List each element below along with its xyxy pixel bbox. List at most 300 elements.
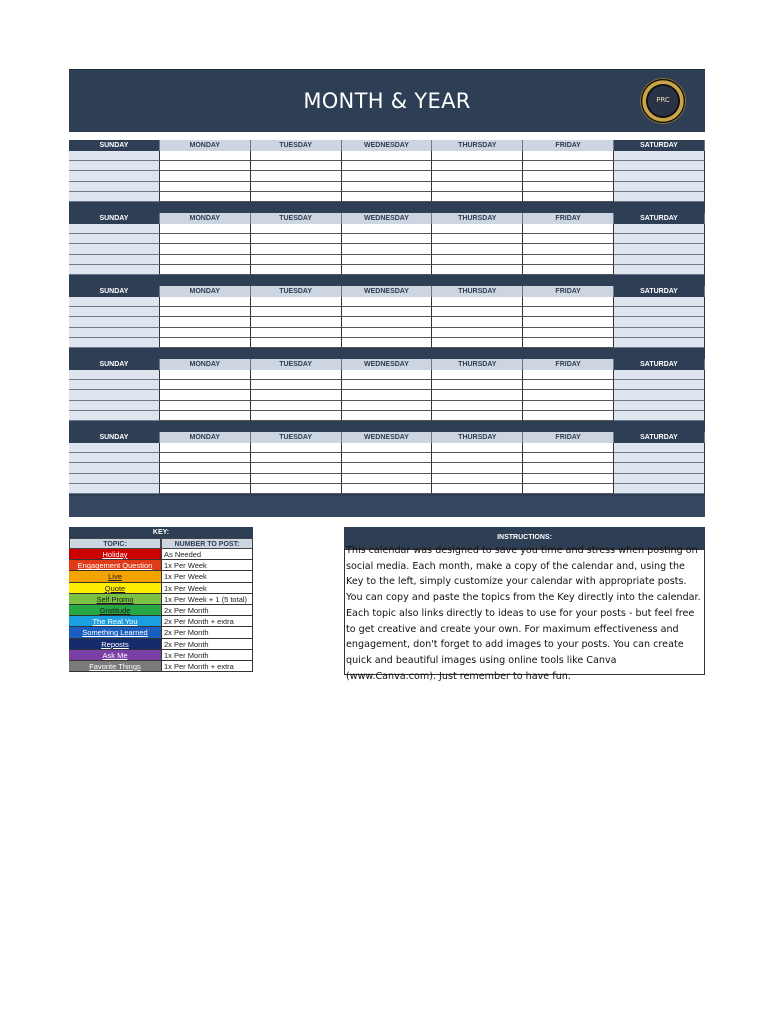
day-header-monday: MONDAY (160, 286, 251, 297)
calendar-cell[interactable] (614, 297, 705, 307)
calendar-cell[interactable] (160, 224, 251, 234)
calendar-cell[interactable] (69, 453, 160, 463)
calendar-cell[interactable] (69, 171, 160, 181)
calendar-cell[interactable] (69, 307, 160, 317)
calendar-cell[interactable] (69, 474, 160, 484)
day-header-thursday: THURSDAY (432, 286, 523, 297)
calendar-cell[interactable] (69, 401, 160, 411)
key-topic-link[interactable]: Ask Me (69, 650, 161, 661)
calendar-cell[interactable] (432, 255, 523, 265)
calendar-cell[interactable] (69, 265, 160, 275)
calendar-cell[interactable] (342, 328, 433, 338)
page-title: MONTH & YEAR (303, 89, 471, 113)
calendar-cell[interactable] (432, 182, 523, 192)
calendar-week (69, 432, 705, 505)
calendar-cell[interactable] (251, 463, 342, 473)
calendar-cell[interactable] (432, 234, 523, 244)
calendar-cell[interactable] (251, 234, 342, 244)
slot-row (69, 151, 705, 161)
calendar-cell[interactable] (523, 474, 614, 484)
calendar-cell[interactable] (251, 244, 342, 254)
calendar-weeks (69, 140, 705, 505)
day-header-friday: FRIDAY (523, 359, 614, 370)
calendar-cell[interactable] (342, 370, 433, 380)
calendar-cell[interactable] (614, 474, 705, 484)
calendar-cell[interactable] (342, 297, 433, 307)
calendar-cell[interactable] (432, 297, 523, 307)
day-header-wednesday: WEDNESDAY (342, 286, 433, 297)
calendar-cell[interactable] (160, 463, 251, 473)
slot-row (69, 411, 705, 421)
calendar-cell[interactable] (160, 443, 251, 453)
calendar-cell[interactable] (251, 161, 342, 171)
calendar-cell[interactable] (523, 401, 614, 411)
calendar-cell[interactable] (251, 484, 342, 494)
calendar-cell[interactable] (251, 307, 342, 317)
calendar-cell[interactable] (614, 370, 705, 380)
calendar-cell[interactable] (432, 307, 523, 317)
key-topic-link[interactable]: Gratitude (69, 605, 161, 616)
calendar-cell[interactable] (69, 182, 160, 192)
calendar-cell[interactable] (160, 370, 251, 380)
slot-row (69, 244, 705, 254)
key-topic-link[interactable]: Self Promo (69, 594, 161, 605)
day-header-row (69, 432, 705, 443)
calendar-cell[interactable] (251, 192, 342, 202)
slot-row (69, 192, 705, 202)
calendar-cell[interactable] (614, 380, 705, 390)
slot-row (69, 390, 705, 400)
calendar-cell[interactable] (251, 224, 342, 234)
calendar-cell[interactable] (69, 255, 160, 265)
calendar-cell[interactable] (69, 443, 160, 453)
calendar-cell[interactable] (523, 317, 614, 327)
day-header-row (69, 213, 705, 224)
key-topic-link[interactable]: Live (69, 571, 161, 582)
slot-row (69, 255, 705, 265)
calendar-cell[interactable] (614, 161, 705, 171)
calendar-cell[interactable] (69, 151, 160, 161)
slot-row (69, 182, 705, 192)
calendar-cell[interactable] (69, 411, 160, 421)
day-header-saturday: SATURDAY (614, 213, 705, 224)
calendar-cell[interactable] (523, 171, 614, 181)
calendar-cell[interactable] (614, 255, 705, 265)
calendar-cell[interactable] (251, 317, 342, 327)
day-header-wednesday: WEDNESDAY (342, 432, 433, 443)
calendar-cell[interactable] (614, 411, 705, 421)
key-count: 2x Per Month + extra (161, 616, 253, 627)
calendar-cell[interactable] (342, 484, 433, 494)
key-topic-link[interactable]: Favorite Things (69, 661, 161, 672)
day-header-monday: MONDAY (160, 213, 251, 224)
day-header-thursday: THURSDAY (432, 140, 523, 151)
calendar-cell[interactable] (69, 297, 160, 307)
day-header-saturday: SATURDAY (614, 359, 705, 370)
key-topic-link[interactable]: Engagement Question (69, 560, 161, 571)
slot-row (69, 401, 705, 411)
calendar-cell[interactable] (251, 151, 342, 161)
calendar-cell[interactable] (342, 474, 433, 484)
slot-row (69, 171, 705, 181)
calendar-cell[interactable] (69, 317, 160, 327)
calendar-cell[interactable] (614, 463, 705, 473)
calendar-cell[interactable] (160, 297, 251, 307)
day-header-row (69, 140, 705, 151)
calendar-cell[interactable] (614, 328, 705, 338)
calendar-cell[interactable] (69, 370, 160, 380)
calendar-sheet (69, 69, 705, 682)
calendar-cell[interactable] (614, 234, 705, 244)
day-header-saturday: SATURDAY (614, 140, 705, 151)
slot-row (69, 380, 705, 390)
calendar-cell[interactable] (432, 161, 523, 171)
calendar-cell[interactable] (342, 224, 433, 234)
key-row (69, 650, 253, 661)
day-header-tuesday: TUESDAY (251, 286, 342, 297)
day-header-wednesday: WEDNESDAY (342, 359, 433, 370)
day-header-sunday: SUNDAY (69, 359, 160, 370)
day-header-friday: FRIDAY (523, 140, 614, 151)
day-header-tuesday: TUESDAY (251, 140, 342, 151)
key-count: 1x Per Month + extra (161, 661, 253, 672)
calendar-cell[interactable] (614, 244, 705, 254)
day-header-monday: MONDAY (160, 140, 251, 151)
calendar-cell[interactable] (251, 328, 342, 338)
calendar-cell[interactable] (251, 401, 342, 411)
day-header-wednesday: WEDNESDAY (342, 140, 433, 151)
calendar-cell[interactable] (342, 244, 433, 254)
calendar-week (69, 359, 705, 432)
calendar-cell[interactable] (160, 161, 251, 171)
day-header-thursday: THURSDAY (432, 359, 523, 370)
slot-row (69, 234, 705, 244)
calendar-cell[interactable] (251, 380, 342, 390)
calendar-cell[interactable] (432, 453, 523, 463)
calendar-cell[interactable] (342, 234, 433, 244)
slot-row (69, 224, 705, 234)
day-header-friday: FRIDAY (523, 432, 614, 443)
calendar-header (69, 69, 705, 132)
calendar-cell[interactable] (160, 192, 251, 202)
calendar-cell[interactable] (160, 401, 251, 411)
instructions-panel (344, 527, 705, 682)
calendar-cell[interactable] (342, 265, 433, 275)
calendar-cell[interactable] (251, 411, 342, 421)
slot-row (69, 474, 705, 484)
calendar-cell[interactable] (69, 380, 160, 390)
calendar-cell[interactable] (523, 255, 614, 265)
calendar-cell[interactable] (432, 380, 523, 390)
key-count: As Needed (161, 549, 253, 560)
calendar-cell[interactable] (432, 192, 523, 202)
calendar-cell[interactable] (69, 484, 160, 494)
calendar-cell[interactable] (523, 463, 614, 473)
slot-row (69, 265, 705, 275)
key-count: 1x Per Week (161, 560, 253, 571)
calendar-cell[interactable] (523, 244, 614, 254)
slot-row (69, 328, 705, 338)
calendar-cell[interactable] (523, 338, 614, 348)
calendar-cell[interactable] (614, 443, 705, 453)
calendar-cell[interactable] (432, 484, 523, 494)
key-row (69, 661, 253, 672)
calendar-cell[interactable] (160, 265, 251, 275)
key-count: 2x Per Month (161, 639, 253, 650)
key-rows (69, 549, 253, 672)
week-separator (69, 202, 705, 213)
key-row (69, 583, 253, 594)
calendar-cell[interactable] (160, 338, 251, 348)
instructions-box[interactable] (344, 545, 705, 682)
day-header-saturday: SATURDAY (614, 286, 705, 297)
calendar-cell[interactable] (342, 161, 433, 171)
calendar-cell[interactable] (160, 390, 251, 400)
calendar-cell[interactable] (160, 255, 251, 265)
calendar-cell[interactable] (523, 297, 614, 307)
calendar-cell[interactable] (251, 453, 342, 463)
calendar-cell[interactable] (342, 307, 433, 317)
day-header-tuesday: TUESDAY (251, 213, 342, 224)
calendar-cell[interactable] (523, 234, 614, 244)
calendar-cell[interactable] (432, 151, 523, 161)
logo-seal-icon (641, 79, 685, 123)
key-count: 2x Per Month (161, 605, 253, 616)
key-topic-link[interactable]: Holiday (69, 549, 161, 560)
calendar-cell[interactable] (523, 307, 614, 317)
day-header-monday: MONDAY (160, 359, 251, 370)
calendar-cell[interactable] (523, 161, 614, 171)
week-separator (69, 275, 705, 286)
calendar-cell[interactable] (432, 474, 523, 484)
slot-row (69, 443, 705, 453)
calendar-cell[interactable] (523, 265, 614, 275)
calendar-cell[interactable] (614, 171, 705, 181)
calendar-cell[interactable] (523, 151, 614, 161)
calendar-cell[interactable] (523, 380, 614, 390)
calendar-cell[interactable] (160, 484, 251, 494)
calendar-cell[interactable] (251, 443, 342, 453)
calendar-cell[interactable] (342, 411, 433, 421)
calendar-cell[interactable] (432, 244, 523, 254)
day-header-saturday: SATURDAY (614, 432, 705, 443)
calendar-cell[interactable] (160, 380, 251, 390)
key-count: 1x Per Week (161, 571, 253, 582)
calendar-cell[interactable] (160, 182, 251, 192)
calendar-cell[interactable] (432, 224, 523, 234)
calendar-cell[interactable] (432, 171, 523, 181)
calendar-cell[interactable] (160, 234, 251, 244)
day-header-sunday: SUNDAY (69, 432, 160, 443)
calendar-cell[interactable] (251, 171, 342, 181)
calendar-cell[interactable] (69, 390, 160, 400)
key-column-headers (69, 538, 253, 549)
calendar-week (69, 140, 705, 213)
calendar-cell[interactable] (342, 401, 433, 411)
calendar-cell[interactable] (342, 317, 433, 327)
calendar-cell[interactable] (523, 453, 614, 463)
calendar-cell[interactable] (160, 411, 251, 421)
calendar-cell[interactable] (614, 453, 705, 463)
key-count: 1x Per Month (161, 650, 253, 661)
day-header-friday: FRIDAY (523, 286, 614, 297)
calendar-cell[interactable] (160, 317, 251, 327)
calendar-cell[interactable] (342, 255, 433, 265)
calendar-cell[interactable] (69, 234, 160, 244)
day-header-thursday: THURSDAY (432, 432, 523, 443)
calendar-cell[interactable] (523, 182, 614, 192)
calendar-cell[interactable] (160, 307, 251, 317)
calendar-cell[interactable] (432, 411, 523, 421)
calendar-cell[interactable] (342, 192, 433, 202)
instructions-title: INSTRUCTIONS: (344, 527, 705, 549)
calendar-cell[interactable] (432, 338, 523, 348)
key-row (69, 549, 253, 560)
calendar-cell[interactable] (614, 151, 705, 161)
calendar-cell[interactable] (69, 328, 160, 338)
slot-row (69, 307, 705, 317)
calendar-cell[interactable] (432, 443, 523, 453)
day-header-thursday: THURSDAY (432, 213, 523, 224)
calendar-cell[interactable] (523, 192, 614, 202)
calendar-cell[interactable] (251, 370, 342, 380)
key-table (69, 527, 253, 672)
calendar-cell[interactable] (342, 453, 433, 463)
calendar-cell[interactable] (523, 411, 614, 421)
calendar-cell[interactable] (160, 453, 251, 463)
calendar-cell[interactable] (432, 463, 523, 473)
key-row (69, 571, 253, 582)
calendar-cell[interactable] (251, 474, 342, 484)
calendar-cell[interactable] (523, 390, 614, 400)
calendar-cell[interactable] (614, 401, 705, 411)
calendar-cell[interactable] (160, 474, 251, 484)
calendar-cell[interactable] (69, 463, 160, 473)
day-header-row (69, 359, 705, 370)
calendar-cell[interactable] (69, 161, 160, 171)
slot-row (69, 297, 705, 307)
calendar-cell[interactable] (614, 338, 705, 348)
slot-row (69, 453, 705, 463)
slot-row (69, 484, 705, 494)
calendar-cell[interactable] (251, 338, 342, 348)
key-col-topic: TOPIC: (69, 538, 161, 549)
key-row (69, 594, 253, 605)
instructions-text: This calendar was designed to save you time and stress when posting on social media. Each month, make a copy of the calendar and, using the Key to the left, simply customize your calendar with appropriate posts. You can copy and paste the topics from the Key directly into the calendar. Each topic also links directly to ideas to use for your posts - but feel free to get creative and create your own. For maximum effectiveness and engagement, don't forget to add images to your posts. You can create quick and beautiful images using online tools like Canva (www.Canva.com). Just remember to have fun. (346, 545, 701, 682)
key-row (69, 627, 253, 638)
calendar-cell[interactable] (614, 224, 705, 234)
key-row (69, 639, 253, 650)
key-row (69, 605, 253, 616)
calendar-cell[interactable] (160, 151, 251, 161)
slot-row (69, 317, 705, 327)
calendar-cell[interactable] (614, 182, 705, 192)
key-row (69, 616, 253, 627)
calendar-cell[interactable] (342, 182, 433, 192)
calendar-cell[interactable] (614, 192, 705, 202)
day-header-monday: MONDAY (160, 432, 251, 443)
logo-text: PRC (656, 96, 670, 104)
calendar-cell[interactable] (614, 265, 705, 275)
key-count: 1x Per Week (161, 583, 253, 594)
slot-row (69, 463, 705, 473)
calendar-cell[interactable] (251, 297, 342, 307)
calendar-cell[interactable] (614, 484, 705, 494)
day-header-tuesday: TUESDAY (251, 359, 342, 370)
calendar-cell[interactable] (342, 151, 433, 161)
calendar-cell[interactable] (251, 265, 342, 275)
key-title: KEY: (69, 527, 253, 538)
day-header-sunday: SUNDAY (69, 213, 160, 224)
calendar-cell[interactable] (342, 380, 433, 390)
week-separator (69, 421, 705, 432)
calendar-cell[interactable] (614, 307, 705, 317)
calendar-cell[interactable] (432, 317, 523, 327)
calendar-cell[interactable] (160, 328, 251, 338)
calendar-cell[interactable] (432, 401, 523, 411)
calendar-cell[interactable] (523, 370, 614, 380)
calendar-cell[interactable] (614, 390, 705, 400)
calendar-cell[interactable] (432, 370, 523, 380)
calendar-cell[interactable] (342, 463, 433, 473)
calendar-cell[interactable] (160, 244, 251, 254)
calendar-cell[interactable] (432, 328, 523, 338)
calendar-cell[interactable] (432, 265, 523, 275)
calendar-cell[interactable] (251, 182, 342, 192)
bottom-section (69, 527, 705, 682)
key-col-count: NUMBER TO POST: (161, 538, 253, 549)
calendar-cell[interactable] (69, 338, 160, 348)
calendar-cell[interactable] (251, 390, 342, 400)
calendar-cell[interactable] (69, 192, 160, 202)
slot-row (69, 370, 705, 380)
week-separator (69, 348, 705, 359)
day-header-tuesday: TUESDAY (251, 432, 342, 443)
key-count: 1x Per Week + 1 (5 total) (161, 594, 253, 605)
calendar-cell[interactable] (614, 317, 705, 327)
calendar-cell[interactable] (432, 390, 523, 400)
day-header-sunday: SUNDAY (69, 286, 160, 297)
calendar-footer-bar (69, 496, 705, 517)
calendar-cell[interactable] (160, 171, 251, 181)
slot-row (69, 161, 705, 171)
calendar-cell[interactable] (523, 484, 614, 494)
key-topic-link[interactable]: The Real You (69, 616, 161, 627)
calendar-cell[interactable] (342, 443, 433, 453)
calendar-cell[interactable] (69, 244, 160, 254)
day-header-wednesday: WEDNESDAY (342, 213, 433, 224)
slot-row (69, 338, 705, 348)
calendar-cell[interactable] (251, 255, 342, 265)
calendar-cell[interactable] (342, 338, 433, 348)
calendar-cell[interactable] (342, 171, 433, 181)
day-header-friday: FRIDAY (523, 213, 614, 224)
day-header-sunday: SUNDAY (69, 140, 160, 151)
key-topic-link[interactable]: Quote (69, 583, 161, 594)
key-count: 2x Per Month (161, 627, 253, 638)
calendar-cell[interactable] (523, 224, 614, 234)
key-row (69, 560, 253, 571)
day-header-row (69, 286, 705, 297)
calendar-cell[interactable] (342, 390, 433, 400)
calendar-week (69, 213, 705, 286)
calendar-cell[interactable] (523, 328, 614, 338)
key-topic-link[interactable]: Reposts (69, 639, 161, 650)
calendar-cell[interactable] (69, 224, 160, 234)
key-topic-link[interactable]: Something Learned (69, 627, 161, 638)
calendar-week (69, 286, 705, 359)
calendar-cell[interactable] (523, 443, 614, 453)
